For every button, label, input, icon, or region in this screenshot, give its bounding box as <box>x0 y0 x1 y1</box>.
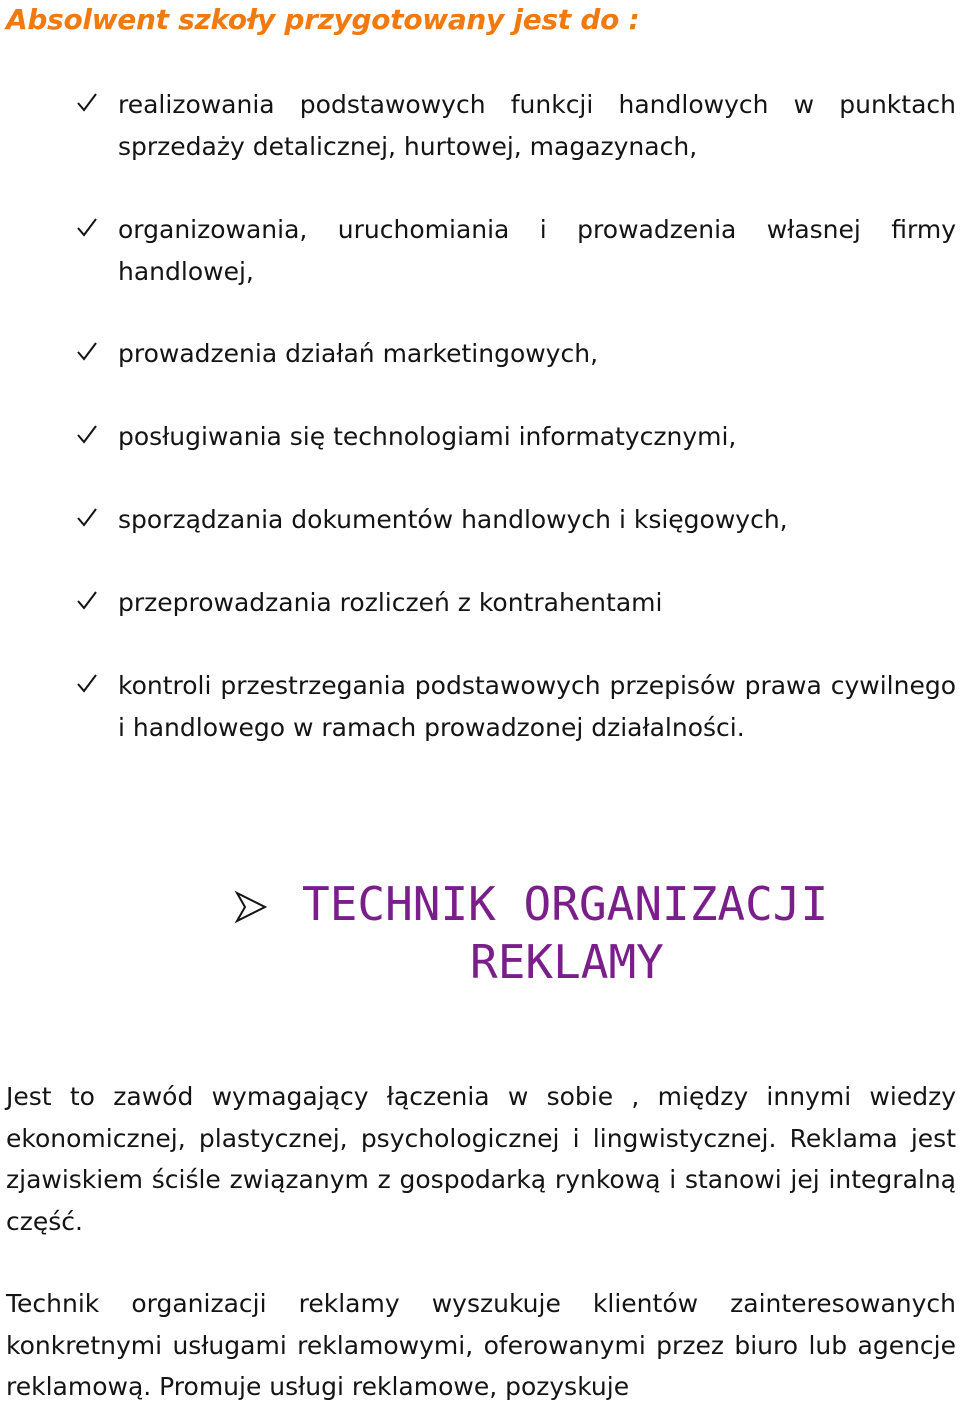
body-paragraph: Technik organizacji reklamy wyszukuje klientów zainteresowanych konkretnymi usługami reklamowymi, oferowanymi przez biuro lub agencje reklamową. Promuje usługi reklamowe, pozyskuje <box>6 1289 956 1401</box>
list-item-text: sporządzania dokumentów handlowych i księgowych, <box>118 505 788 534</box>
page-heading: Absolwent szkoły przygotowany jest do : <box>6 3 640 36</box>
checkmark-icon <box>76 423 98 445</box>
checkmark-icon <box>76 91 98 113</box>
arrow-bullet-icon <box>234 890 268 924</box>
checkmark-icon <box>76 589 98 611</box>
list-item-text: przeprowadzania rozliczeń z kontrahentami <box>118 588 663 617</box>
section-title-line-1: TECHNIK ORGANIZACJI <box>302 877 829 931</box>
list-item-text: posługiwania się technologiami informatycznymi, <box>118 422 737 451</box>
body-paragraph: Jest to zawód wymagający łączenia w sobie , między innymi wiedzy ekonomicznej, plastycznej, psychologicznej i lingwistycznej. Reklama jest zjawiskiem ściśle związanym z gospodarką rynkową i stanowi jej integralną część. <box>6 1082 956 1236</box>
checkmark-icon <box>76 216 98 238</box>
list-item-text: kontroli przestrzegania podstawowych przepisów prawa cywilnego i handlowego w ramach prowadzonej działalności. <box>118 671 956 742</box>
list-item-text: organizowania, uruchomiania i prowadzenia własnej firmy handlowej, <box>118 215 956 286</box>
checkmark-icon <box>76 340 98 362</box>
checkmark-icon <box>76 506 98 528</box>
checkmark-icon <box>76 672 98 694</box>
list-item-text: realizowania podstawowych funkcji handlowych w punktach sprzedaży detalicznej, hurtowej, magazynach, <box>118 90 956 161</box>
section-heading <box>0 872 960 992</box>
section-title-line-2: REKLAMY <box>470 935 664 989</box>
list-item-text: prowadzenia działań marketingowych, <box>118 339 599 368</box>
